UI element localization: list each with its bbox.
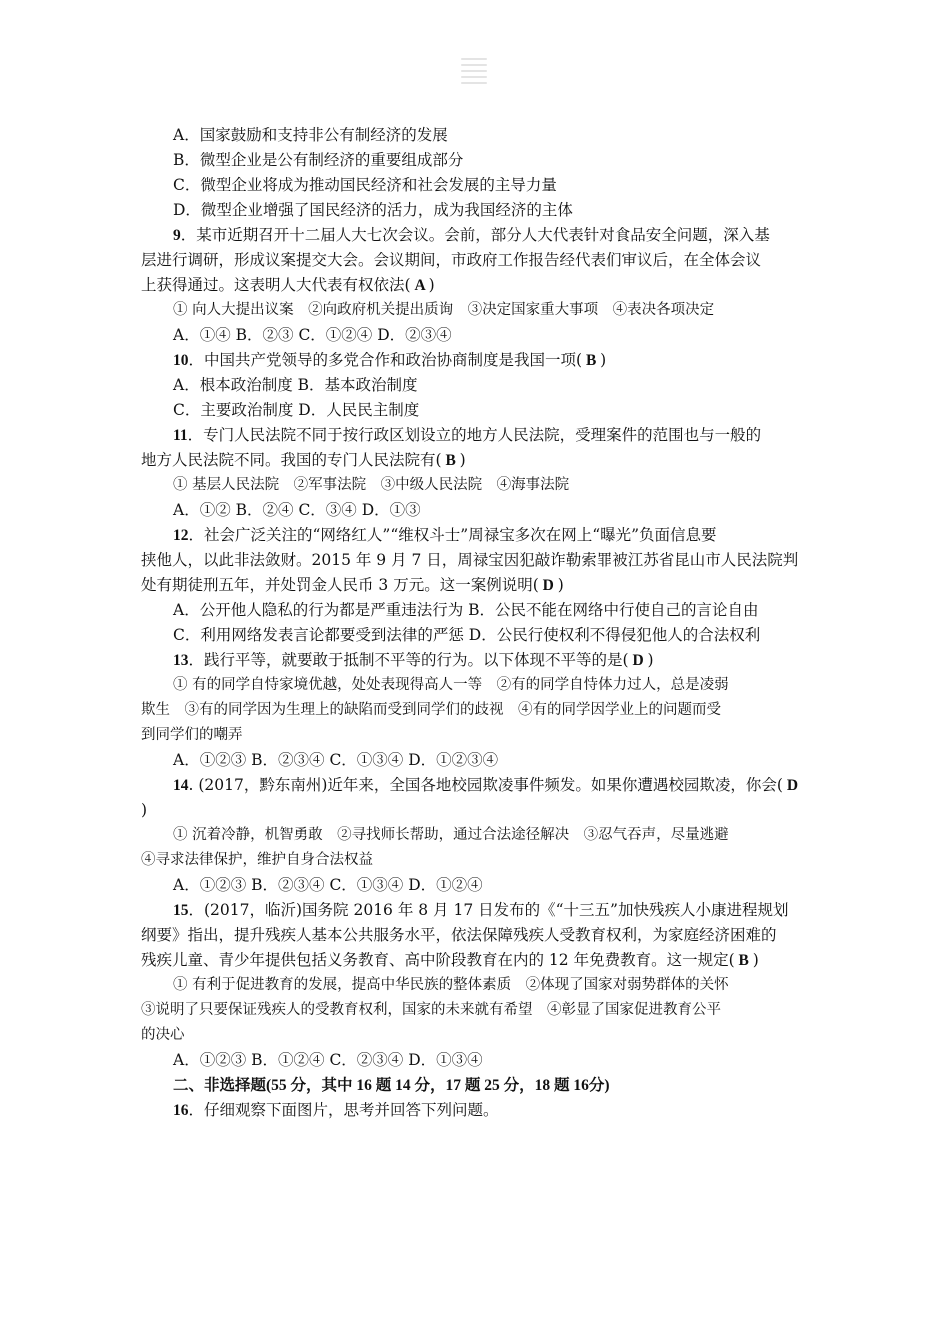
q16-number: 16 xyxy=(173,1102,189,1119)
q15-items-line2: ③说明了只要保证残疾人的受教育权利，国家的未来就有希望 ④彰显了国家促进教育公平 xyxy=(141,1002,721,1018)
q15-stem-line2: 纲要》指出，提升残疾人基本公共服务水平，依法保障残疾人受教育权利，为家庭经济困难的 xyxy=(141,926,777,944)
q13-items-line2: 欺生 ③有的同学因为生理上的缺陷而受到同学们的歧视 ④有的同学因学业上的问题而受 xyxy=(141,702,721,718)
section-2-heading: 二、非选择题(55 分，其中 16 题 14 分，17 题 25 分，18 题 16分) xyxy=(173,1077,610,1094)
q15-items-line1: ① 有利于促进教育的发展，提高中华民族的整体素质 ②体现了国家对弱势群体的关怀 xyxy=(173,977,729,993)
q9-number: 9 xyxy=(173,227,181,244)
q12-options-2: C．利用网络发表言论都要受到法律的严惩 D．公民行使权利不得侵犯他人的合法权利 xyxy=(173,626,761,644)
q15-number: 15 xyxy=(173,902,189,919)
q14-number: 14 xyxy=(173,777,189,794)
q11-stem-line2: 地方人民法院不同。我国的专门人民法院有( B ) xyxy=(141,451,466,469)
q9-answer: A xyxy=(410,277,429,294)
q15-stem-line3: 残疾儿童、青少年提供包括义务教育、高中阶段教育在内的 12 年免费教育。这一规定( B ) xyxy=(141,951,759,969)
q11-answer: B xyxy=(441,452,460,469)
q13-items-line1: ① 有的同学自恃家境优越，处处表现得高人一等 ②有的同学自恃体力过人，总是凌弱 xyxy=(173,677,729,693)
q10-number: 10 xyxy=(173,352,189,369)
q8-option-c: C．微型企业将成为推动国民经济和社会发展的主导力量 xyxy=(173,176,557,194)
q14-answer: D xyxy=(782,777,799,794)
q13-answer: D xyxy=(628,652,648,669)
q10-stem: 10．中国共产党领导的多党合作和政治协商制度是我国一项( B ) xyxy=(173,351,607,369)
q12-answer: D xyxy=(538,577,558,594)
q15-items-line3: 的决心 xyxy=(141,1027,185,1043)
q12-options-1: A．公开他人隐私的行为都是严重违法行为 B．公民不能在网络中行使自己的言论自由 xyxy=(173,601,759,619)
q12-stem-line2: 挟他人，以此非法敛财。2015 年 9 月 7 日，周禄宝因犯敲诈勒索罪被江苏省昆山市人民法院判 xyxy=(141,551,799,569)
q11-items: ① 基层人民法院 ②军事法院 ③中级人民法院 ④海事法院 xyxy=(173,477,570,493)
exam-content xyxy=(141,123,812,1123)
q11-stem-line1: 11．专门人民法院不同于按行政区划设立的地方人民法院，受理案件的范围也与一般的 xyxy=(173,426,762,444)
q9-options: A．①④ B．②③ C．①②④ D．②③④ xyxy=(173,326,452,344)
q13-options: A．①②③ B．②③④ C．①③④ D．①②③④ xyxy=(173,751,499,769)
q10-options-2: C．主要政治制度 D．人民民主制度 xyxy=(173,401,420,419)
q9-items: ① 向人大提出议案 ②向政府机关提出质询 ③决定国家重大事项 ④表决各项决定 xyxy=(173,302,715,318)
q9-stem-line1: 9．某市近期召开十二届人大七次会议。会前，部分人大代表针对食品安全问题，深入基 xyxy=(173,226,770,244)
q10-options-1: A．根本政治制度 B．基本政治制度 xyxy=(173,376,418,394)
q14-stem-close: ) xyxy=(141,801,148,819)
q15-answer: B xyxy=(734,952,753,969)
q13-items-line3: 到同学们的嘲弄 xyxy=(141,727,243,743)
q9-stem-line3: 上获得通过。这表明人大代表有权依法( A ) xyxy=(141,276,435,294)
q8-option-d: D．微型企业增强了国民经济的活力，成为我国经济的主体 xyxy=(173,201,573,219)
q13-number: 13 xyxy=(173,652,189,669)
q15-stem-line1: 15．(2017，临沂)国务院 2016 年 8 月 17 日发布的《“十三五”加快残疾人小康进程规划 xyxy=(173,901,789,919)
q8-option-a: A．国家鼓励和支持非公有制经济的发展 xyxy=(173,126,448,144)
q8-option-b: B．微型企业是公有制经济的重要组成部分 xyxy=(173,151,464,169)
q14-items-line2: ④寻求法律保护，维护自身合法权益 xyxy=(141,852,373,868)
q10-answer: B xyxy=(582,352,601,369)
q13-stem: 13．践行平等，就要敢于抵制不平等的行为。以下体现不平等的是( D ) xyxy=(173,651,654,669)
q11-number: 11 xyxy=(173,427,188,444)
q9-stem-line2: 层进行调研，形成议案提交大会。会议期间，市政府工作报告经代表们审议后，在全体会议 xyxy=(141,251,762,269)
q14-options: A．①②③ B．②③④ C．①③④ D．①②④ xyxy=(173,876,483,894)
q16-stem: 16．仔细观察下面图片，思考并回答下列问题。 xyxy=(173,1101,499,1119)
header-watermark xyxy=(461,58,487,94)
q12-number: 12 xyxy=(173,527,189,544)
q11-options: A．①② B．②④ C．③④ D．①③ xyxy=(173,501,421,519)
q12-stem-line1: 12．社会广泛关注的“网络红人”“维权斗士”周禄宝多次在网上“曝光”负面信息要 xyxy=(173,526,717,544)
q14-stem: 14. (2017，黔东南州)近年来，全国各地校园欺凌事件频发。如果你遭遇校园欺凌，你会( D xyxy=(173,776,799,794)
q14-items-line1: ① 沉着冷静，机智勇敢 ②寻找师长帮助，通过合法途径解决 ③忍气吞声，尽量逃避 xyxy=(173,827,729,843)
q12-stem-line3: 处有期徒刑五年，并处罚金人民币 3 万元。这一案例说明( D ) xyxy=(141,576,564,594)
q15-options: A．①②③ B．①②④ C．②③④ D．①③④ xyxy=(173,1051,483,1069)
